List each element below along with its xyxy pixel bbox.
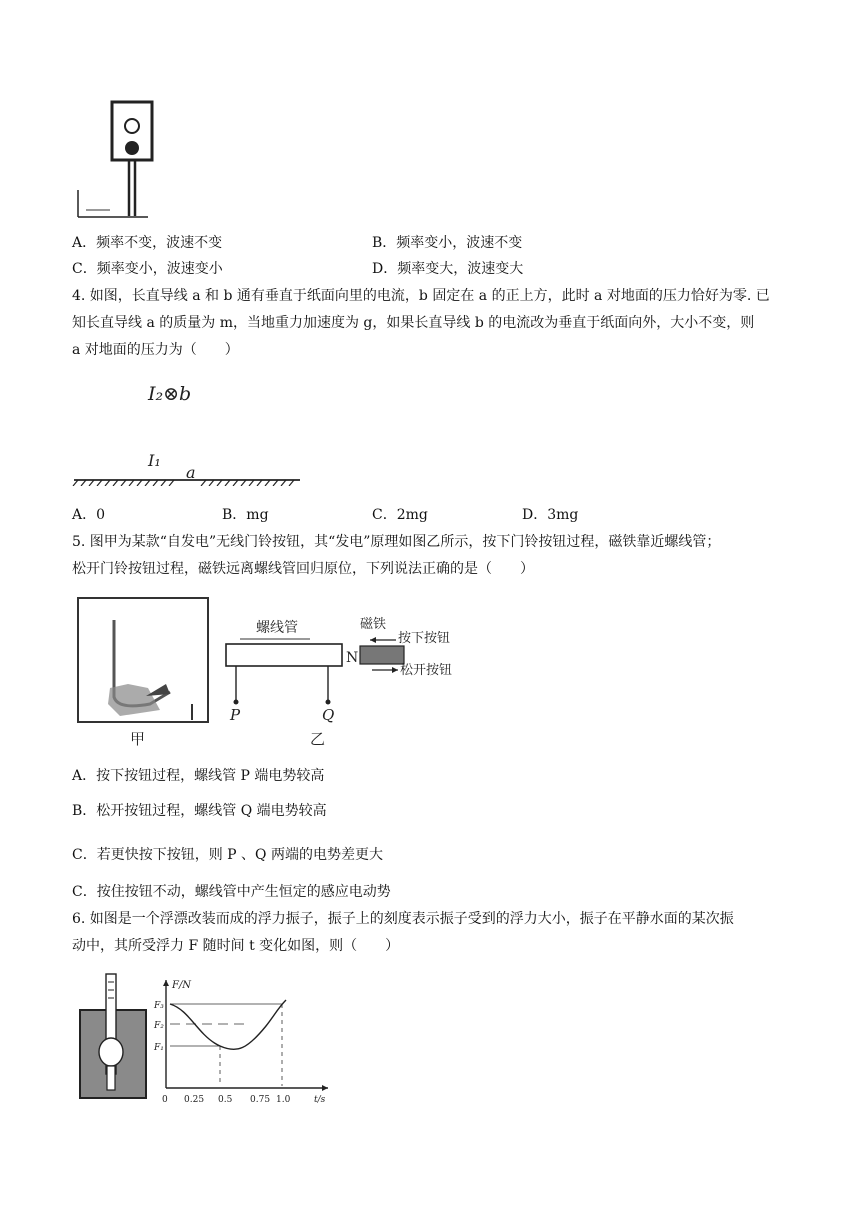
- label-i2-b: I₂⊗b: [148, 383, 192, 405]
- label-i1: I₁: [148, 451, 161, 470]
- q3-option-d: D．频率变大，波速变大: [372, 261, 524, 277]
- y-tick-3: F₁: [154, 1043, 164, 1053]
- doorbell-figure: [70, 592, 490, 752]
- q6-stem-line2: 动中，其所受浮力 F 随时间 t 变化如图，则（ ）: [72, 938, 400, 954]
- label-magnet: 磁铁: [360, 617, 387, 632]
- q3-option-b: B．频率变小，波速不变: [372, 235, 523, 251]
- traffic-light-figure: [70, 96, 160, 222]
- label-q: Q: [322, 706, 335, 724]
- label-a: a: [186, 463, 196, 482]
- q5-option-c1: C．若更快按下按钮，则 P 、Q 两端的电势差更大: [72, 847, 383, 863]
- x-tick-4: 1.0: [276, 1095, 291, 1105]
- x-tick-2: 0.5: [218, 1095, 233, 1105]
- q6-stem-line1: 6. 如图是一个浮漂改装而成的浮力振子，振子上的刻度表示振子受到的浮力大小，振子在平静水面的某次振: [72, 911, 734, 927]
- q5-option-c2: C．按住按钮不动，螺线管中产生恒定的感应电动势: [72, 884, 391, 900]
- q5-stem-line2: 松开门铃按钮过程，磁铁远离螺线管回归原位，下列说法正确的是（ ）: [72, 561, 534, 577]
- label-coil: 螺线管: [256, 620, 298, 636]
- q5-option-a: A．按下按钮过程，螺线管 P 端电势较高: [72, 768, 325, 784]
- q4-option-d: D．3mg: [522, 507, 579, 523]
- label-jia: 甲: [130, 730, 146, 748]
- q3-option-a: A．频率不变，波速不变: [72, 235, 223, 251]
- q4-stem-line2: 知长直导线 a 的质量为 m，当地重力加速度为 g，如果长直导线 b 的电流改为垂直于纸面向外，大小不变，则: [72, 315, 755, 331]
- wire-figure: [70, 370, 310, 486]
- x-tick-3: 0.75: [250, 1095, 271, 1105]
- label-press: 按下按钮: [398, 631, 451, 646]
- label-release: 松开按钮: [400, 663, 453, 678]
- y-tick-1: F₃: [154, 1001, 164, 1011]
- q4-stem-line1: 4. 如图，长直导线 a 和 b 通有垂直于纸面向里的电流，b 固定在 a 的正上方，此时 a 对地面的压力恰好为零. 已: [72, 288, 770, 304]
- x-tick-1: 0.25: [184, 1095, 205, 1105]
- graph-xlabel: t/s: [314, 1095, 326, 1105]
- q5-stem-line1: 5. 图甲为某款“自发电”无线门铃按钮，其“发电”原理如图乙所示，按下门铃按钮过程，磁铁靠近螺线管；: [72, 534, 721, 550]
- q4-stem-line3: a 对地面的压力为（ ）: [72, 342, 239, 358]
- q4-option-a: A．0: [72, 507, 106, 523]
- x-tick-0: 0: [162, 1095, 168, 1105]
- q3-option-c: C．频率变小，波速变小: [72, 261, 223, 277]
- float-oscillator-figure: [70, 966, 340, 1106]
- q5-option-b: B．松开按钮过程，螺线管 Q 端电势较高: [72, 803, 327, 819]
- label-yi: 乙: [310, 730, 326, 748]
- label-n: N: [346, 650, 359, 666]
- q4-option-c: C．2mg: [372, 507, 428, 523]
- graph-ylabel: F/N: [172, 980, 192, 991]
- y-tick-2: F₂: [154, 1021, 164, 1031]
- q4-option-b: B．mg: [222, 507, 269, 523]
- label-p: P: [230, 706, 241, 724]
